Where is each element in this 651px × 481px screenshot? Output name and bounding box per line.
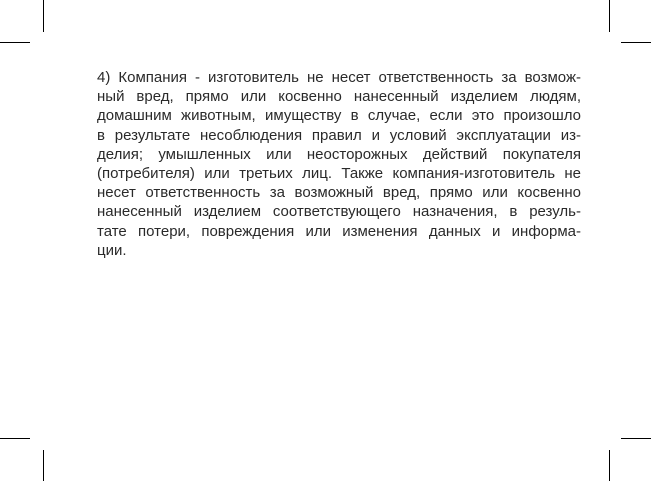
liability-paragraph bbox=[97, 68, 581, 260]
paragraph-line: в результате несоблюдения правил и условий эксплуатации из- bbox=[97, 126, 581, 144]
crop-mark-top-right-horizontal bbox=[621, 42, 651, 43]
paragraph-line: тате потери, повреждения или изменения данных и информа- bbox=[97, 222, 581, 240]
crop-mark-top-left-horizontal bbox=[0, 42, 30, 43]
paragraph-line: 4) Компания - изготовитель не несет ответственность за возмож- bbox=[97, 69, 581, 86]
paragraph-line: несет ответственность за возможный вред, прямо или косвенно bbox=[97, 184, 581, 202]
paragraph-line: ный вред, прямо или косвенно нанесенный изделием людям, bbox=[97, 88, 581, 106]
crop-mark-bottom-left-horizontal bbox=[0, 438, 30, 439]
paragraph-line: домашним животным, имуществу в случае, если это произошло bbox=[97, 107, 581, 125]
crop-mark-top-left-vertical bbox=[43, 0, 44, 32]
crop-mark-top-right-vertical bbox=[609, 0, 610, 32]
crop-mark-bottom-left-vertical bbox=[43, 450, 44, 481]
paragraph-line: ции. bbox=[97, 241, 127, 259]
paragraph-line: делия; умышленных или неосторожных действий покупателя bbox=[97, 145, 581, 163]
paragraph-line: нанесенный изделием соответствующего назначения, в резуль- bbox=[97, 203, 581, 221]
paragraph-line: (потребителя) или третьих лиц. Также компания-изготовитель не bbox=[97, 164, 581, 182]
crop-mark-bottom-right-horizontal bbox=[621, 438, 651, 439]
crop-mark-bottom-right-vertical bbox=[609, 450, 610, 481]
